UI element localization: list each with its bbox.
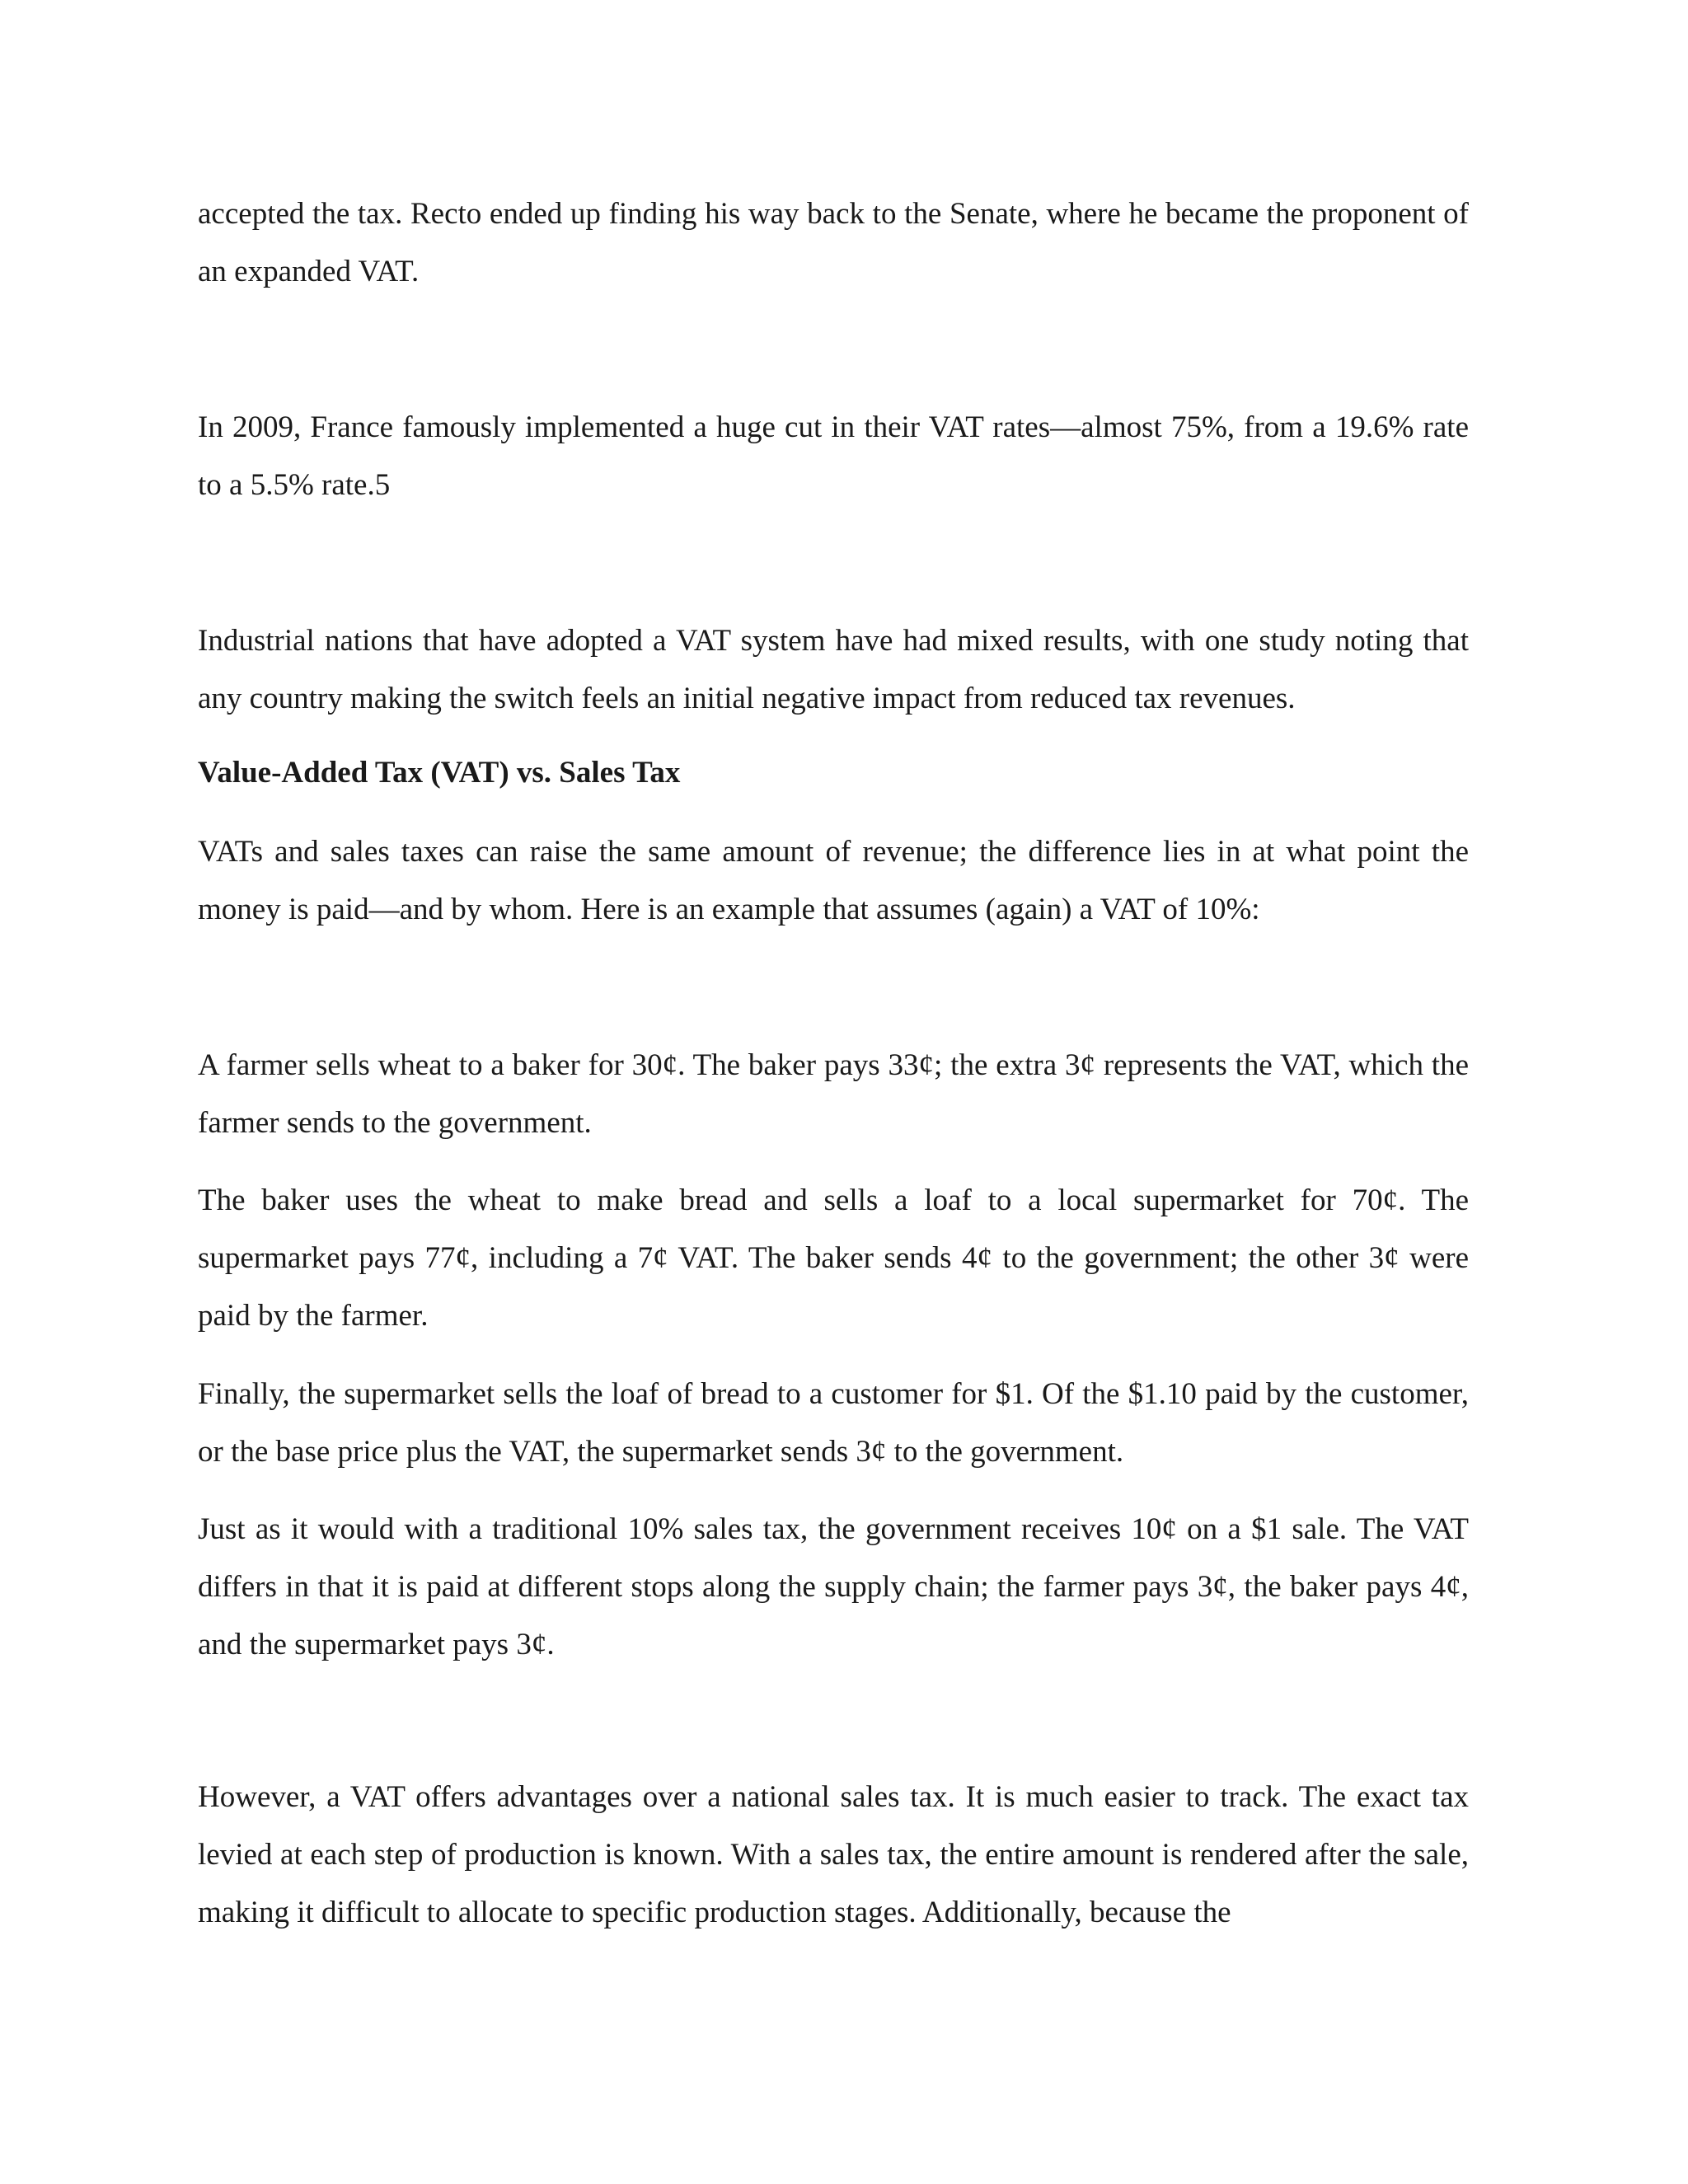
paragraph-industrial-nations: Industrial nations that have adopted a VAT system have had mixed results, with one study noting that any country making the switch feels an initial negative impact from reduced tax revenues. xyxy=(198,624,1469,715)
paragraph-farmer: A farmer sells wheat to a baker for 30¢. The baker pays 33¢; the extra 3¢ represents the VAT, which the farmer sends to the government. xyxy=(198,1048,1469,1140)
paragraph-vat-advantages: However, a VAT offers advantages over a national sales tax. It is much easier to track. The exact tax levied at each step of production is known. With a sales tax, the entire amount is rendered after the sale, making it difficult to allocate to specific production stages. Additionally, because the xyxy=(198,1780,1469,1929)
paragraph-baker: The baker uses the wheat to make bread and sells a loaf to a local supermarket for 70¢. The supermarket pays 77¢, including a 7¢ VAT. The baker sends 4¢ to the government; the other 3¢ were paid by the farmer. xyxy=(198,1183,1469,1333)
paragraph-traditional-sales-tax: Just as it would with a traditional 10% sales tax, the government receives 10¢ on a $1 sale. The VAT differs in that it is paid at different stops along the supply chain; the farmer pays 3¢, the baker pays 4¢, and the supermarket pays 3¢. xyxy=(198,1512,1469,1661)
paragraph-vat-vs-sales: VATs and sales taxes can raise the same amount of revenue; the difference lies in at what point the money is paid—and by whom. Here is an example that assumes (again) a VAT of 10%: xyxy=(198,835,1469,926)
paragraph-supermarket: Finally, the supermarket sells the loaf of bread to a customer for $1. Of the $1.10 paid by the customer, or the base price plus the VAT, the supermarket sends 3¢ to the government. xyxy=(198,1377,1469,1469)
paragraph-recto: accepted the tax. Recto ended up finding his way back to the Senate, where he became the proponent of an expanded VAT. xyxy=(198,197,1469,288)
paragraph-france-2009: In 2009, France famously implemented a huge cut in their VAT rates—almost 75%, from a 19.6% rate to a 5.5% rate.5 xyxy=(198,410,1469,502)
section-heading: Value-Added Tax (VAT) vs. Sales Tax xyxy=(198,756,681,790)
